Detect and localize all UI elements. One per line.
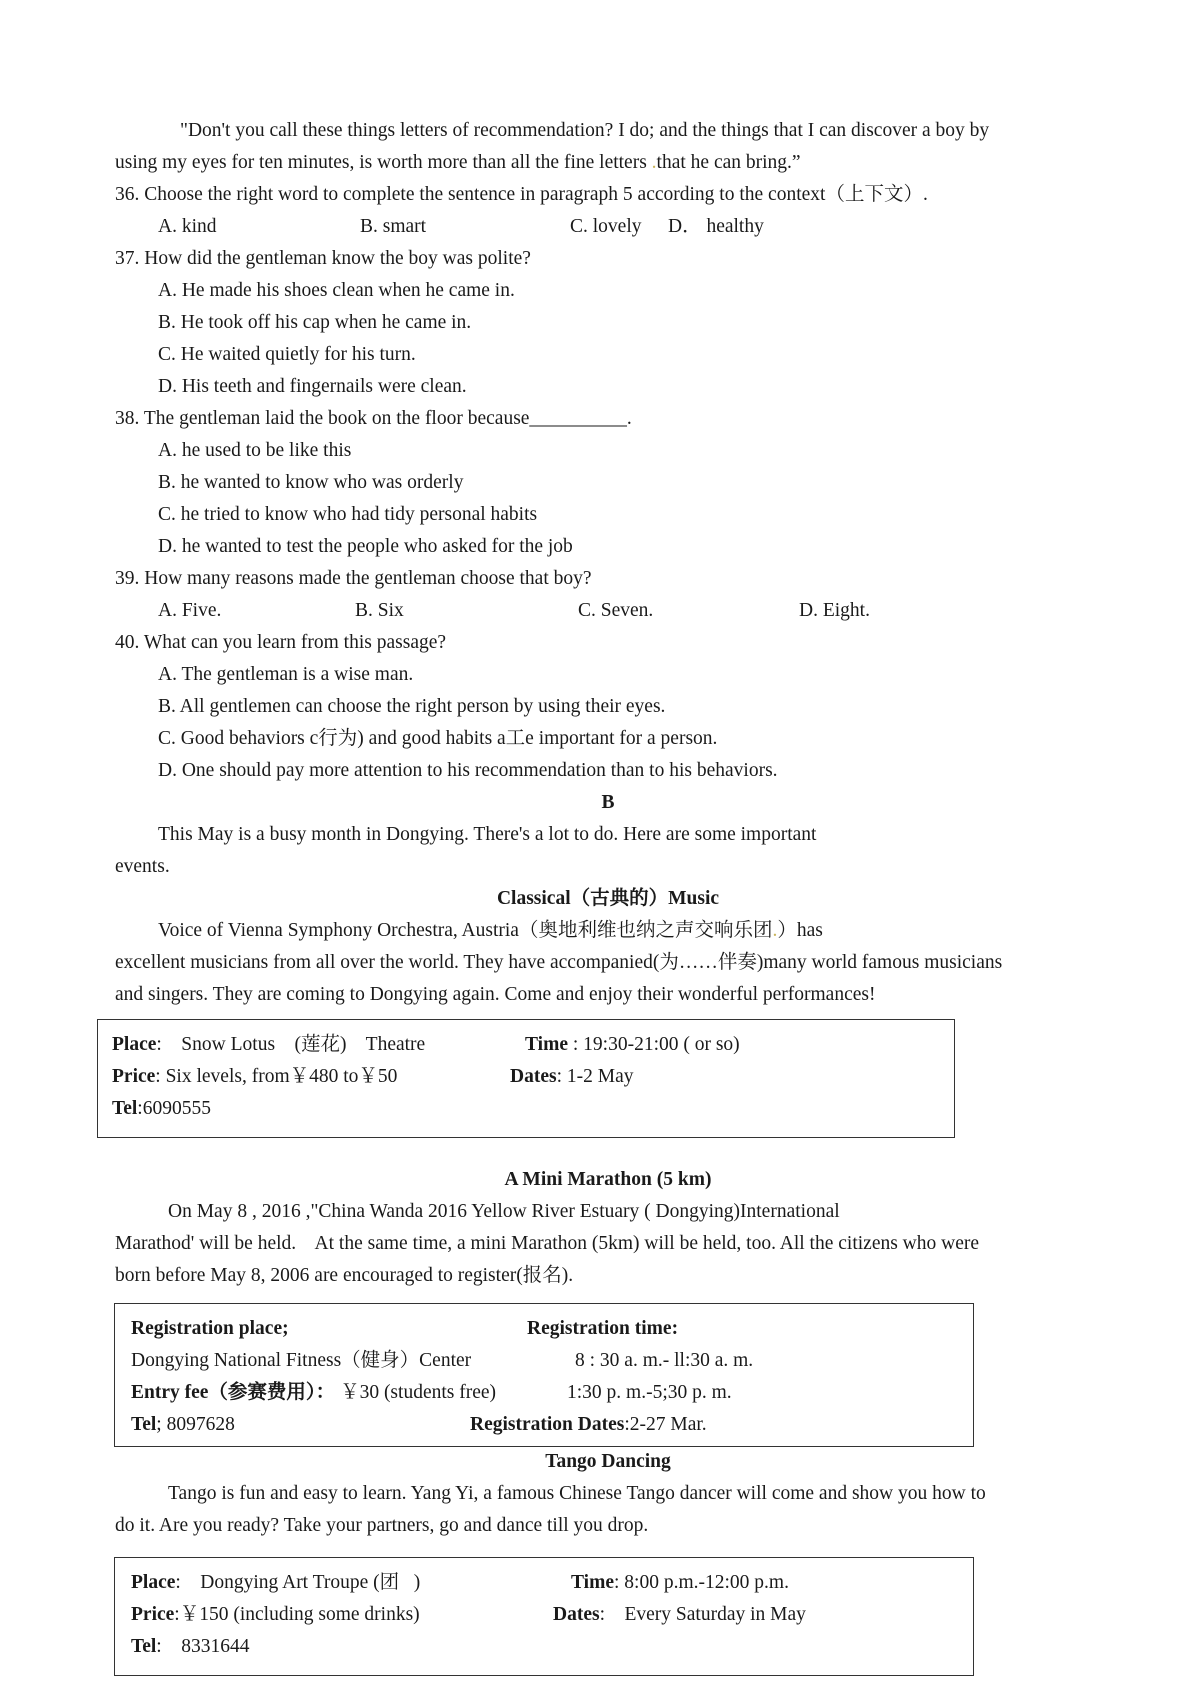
q38-option-b: B. he wanted to know who was orderly [158,472,464,493]
q38-option-d: D. he wanted to test the people who asked for the job [158,536,573,557]
marathon-line1: On May 8 , 2016 ,"China Wanda 2016 Yellow River Estuary ( Dongying)International [168,1201,840,1222]
marathon-entry-fee: Entry fee（参赛费用）： ￥30 (students free) [131,1382,497,1403]
marathon-reg-place-label: Registration place; [131,1318,289,1339]
question-40-stem: 40. What can you learn from this passage? [115,632,447,653]
classical-line1: Voice of Vienna Symphony Orchestra, Austria（奥地利维也纳之声交响乐团.）has [158,920,823,941]
tango-line1: Tango is fun and easy to learn. Yang Yi, a famous Chinese Tango dancer will come and show you how to [168,1483,986,1504]
stray-mark: . [651,152,657,173]
question-36-stem: 36. Choose the right word to complete the sentence in paragraph 5 according to the context（上下文）. [115,184,928,205]
marathon-line2: Marathod' will be held. At the same time, a mini Marathon (5km) will be held, too. All the citizens who were [115,1233,980,1254]
marathon-reg-time-label: Registration time: [527,1318,679,1339]
tango-tel: Tel: 8331644 [131,1636,250,1657]
q36-option-c: C. lovely [570,216,642,237]
q39-option-a: A. Five. [158,600,222,621]
tango-place: Place: Dongying Art Troupe (团 ) [131,1572,421,1593]
classical-music-title: Classical（古典的）Music [496,888,720,909]
q40-option-b: B. All gentlemen can choose the right person by using their eyes. [158,696,666,717]
question-38-stem: 38. The gentleman laid the book on the floor because__________. [115,408,632,429]
section-b-intro-line2: events. [115,856,170,877]
q40-option-a: A. The gentleman is a wise man. [158,664,414,685]
question-39-stem: 39. How many reasons made the gentleman choose that boy? [115,568,592,589]
question-37-stem: 37. How did the gentleman know the boy was polite? [115,248,531,269]
marathon-tel: Tel; 8097628 [131,1414,235,1435]
q38-option-c: C. he tried to know who had tidy personal habits [158,504,538,525]
q36-option-d: D． healthy [668,216,764,237]
q37-option-d: D. His teeth and fingernails were clean. [158,376,467,397]
classical-line2: excellent musicians from all over the world. They have accompanied(为……伴奏)many world famous musicians [115,952,1003,973]
q40-option-c: C. Good behaviors c行为) and good habits a工e important for a person. [158,728,718,749]
stray-mark: . [772,920,778,941]
q39-option-b: B. Six [355,600,404,621]
q37-option-c: C. He waited quietly for his turn. [158,344,416,365]
marathon-title: A Mini Marathon (5 km) [504,1169,712,1190]
q36-option-b: B. smart [360,216,427,237]
marathon-reg-time-afternoon: 1:30 p. m.-5;30 p. m. [567,1382,732,1403]
marathon-line3: born before May 8, 2006 are encouraged to register(报名). [115,1265,574,1286]
q40-option-d: D. One should pay more attention to his recommendation than to his behaviors. [158,760,778,781]
q36-option-a: A. kind [158,216,217,237]
classical-tel: Tel:6090555 [112,1098,211,1119]
marathon-reg-place: Dongying National Fitness（健身）Center [131,1350,472,1371]
classical-place: Place: Snow Lotus (莲花) Theatre [112,1034,426,1055]
marathon-reg-dates: Registration Dates:2-27 Mar. [470,1414,707,1435]
tango-line2: do it. Are you ready? Take your partners, go and dance till you drop. [115,1515,649,1536]
tango-time: Time: 8:00 p.m.-12:00 p.m. [571,1572,789,1593]
passage-a-line1: "Don't you call these things letters of recommendation? I do; and the things that I can discover a boy by [180,120,990,141]
q38-option-a: A. he used to be like this [158,440,352,461]
q39-option-d: D. Eight. [799,600,870,621]
section-b-heading: B [601,792,615,813]
classical-price: Price: Six levels, from￥480 to￥50 [112,1066,398,1087]
q37-option-a: A. He made his shoes clean when he came in. [158,280,515,301]
passage-a-line2: using my eyes for ten minutes, is worth more than all the fine letters .that he can bring.” [115,152,801,173]
marathon-reg-time-morning: 8 : 30 a. m.- ll:30 a. m. [575,1350,754,1371]
tango-title: Tango Dancing [545,1451,671,1472]
classical-line3: and singers. They are coming to Dongying again. Come and enjoy their wonderful performances! [115,984,876,1005]
classical-time: Time : 19:30-21:00 ( or so) [525,1034,740,1055]
q37-option-b: B. He took off his cap when he came in. [158,312,472,333]
section-b-intro-line1: This May is a busy month in Dongying. There's a lot to do. Here are some important [158,824,817,845]
tango-dates: Dates: Every Saturday in May [553,1604,806,1625]
tango-price: Price:￥150 (including some drinks) [131,1604,420,1625]
classical-dates: Dates: 1-2 May [510,1066,634,1087]
q39-option-c: C. Seven. [578,600,654,621]
